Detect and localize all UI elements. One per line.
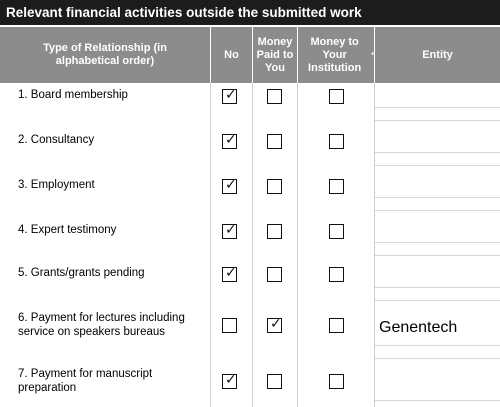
relationship-type-label: 2. Consultancy xyxy=(18,134,95,146)
entity-row-separator xyxy=(375,107,500,108)
money-paid-to-you-checkbox[interactable] xyxy=(267,318,282,333)
no-checkbox[interactable] xyxy=(222,89,237,104)
checkmark-icon: ✓ xyxy=(225,87,237,103)
entity-row-separator xyxy=(375,255,500,256)
checkmark-icon: ✓ xyxy=(270,316,282,332)
relationship-type-label: 3. Employment xyxy=(18,179,95,191)
entity-row-separator xyxy=(375,345,500,346)
header-money-to-institution-label: Money to Your Institution xyxy=(308,35,362,74)
money-paid-to-you-checkbox[interactable] xyxy=(267,224,282,239)
money-paid-to-you-checkbox[interactable] xyxy=(267,89,282,104)
relationship-type-label: 1. Board membership xyxy=(18,89,128,101)
no-checkbox[interactable] xyxy=(222,224,237,239)
header-footnote-marker: * xyxy=(371,51,374,59)
money-paid-to-you-checkbox[interactable] xyxy=(267,267,282,282)
checkmark-icon: ✓ xyxy=(225,372,237,388)
money-to-institution-checkbox[interactable] xyxy=(329,224,344,239)
no-checkbox[interactable] xyxy=(222,134,237,149)
money-paid-to-you-checkbox[interactable] xyxy=(267,134,282,149)
checkmark-icon: ✓ xyxy=(225,222,237,238)
entity-row-separator xyxy=(375,197,500,198)
entity-row-separator xyxy=(375,210,500,211)
entity-row-separator xyxy=(375,287,500,288)
no-checkbox[interactable] xyxy=(222,179,237,194)
checkmark-icon: ✓ xyxy=(225,265,237,281)
money-to-institution-checkbox[interactable] xyxy=(329,318,344,333)
entity-row-separator xyxy=(375,300,500,301)
money-to-institution-checkbox[interactable] xyxy=(329,267,344,282)
entity-row-separator xyxy=(375,400,500,401)
column-divider xyxy=(252,83,253,407)
header-type-of-relationship: Type of Relationship (in alphabetical order) xyxy=(0,27,210,83)
no-checkbox[interactable] xyxy=(222,318,237,333)
column-divider xyxy=(210,83,211,407)
entity-row-separator xyxy=(375,165,500,166)
header-money-paid-to-you: Money Paid to You xyxy=(253,27,297,83)
no-checkbox[interactable] xyxy=(222,267,237,282)
relationship-type-label: 4. Expert testimony xyxy=(18,224,117,236)
money-to-institution-checkbox[interactable] xyxy=(329,179,344,194)
relationship-type-label: 7. Payment for manuscript preparation xyxy=(18,368,153,394)
header-no: No xyxy=(211,27,252,83)
money-to-institution-checkbox[interactable] xyxy=(329,374,344,389)
relationship-type-label: 6. Payment for lectures including service on speakers bureaus xyxy=(18,312,185,338)
header-entity: Entity xyxy=(375,27,500,83)
entity-row-separator xyxy=(375,242,500,243)
money-paid-to-you-checkbox[interactable] xyxy=(267,374,282,389)
entity-row-separator xyxy=(375,120,500,121)
money-to-institution-checkbox[interactable] xyxy=(329,134,344,149)
entity-row-separator xyxy=(375,152,500,153)
column-divider xyxy=(297,83,298,407)
money-to-institution-checkbox[interactable] xyxy=(329,89,344,104)
relationship-type-label: 5. Grants/grants pending xyxy=(18,267,145,279)
header-money-to-institution xyxy=(298,27,374,83)
entity-value[interactable]: Genentech xyxy=(379,319,458,336)
no-checkbox[interactable] xyxy=(222,374,237,389)
form-title: Relevant financial activities outside the submitted work xyxy=(0,0,500,25)
checkmark-icon: ✓ xyxy=(225,177,237,193)
entity-row-separator xyxy=(375,358,500,359)
checkmark-icon: ✓ xyxy=(225,132,237,148)
money-paid-to-you-checkbox[interactable] xyxy=(267,179,282,194)
